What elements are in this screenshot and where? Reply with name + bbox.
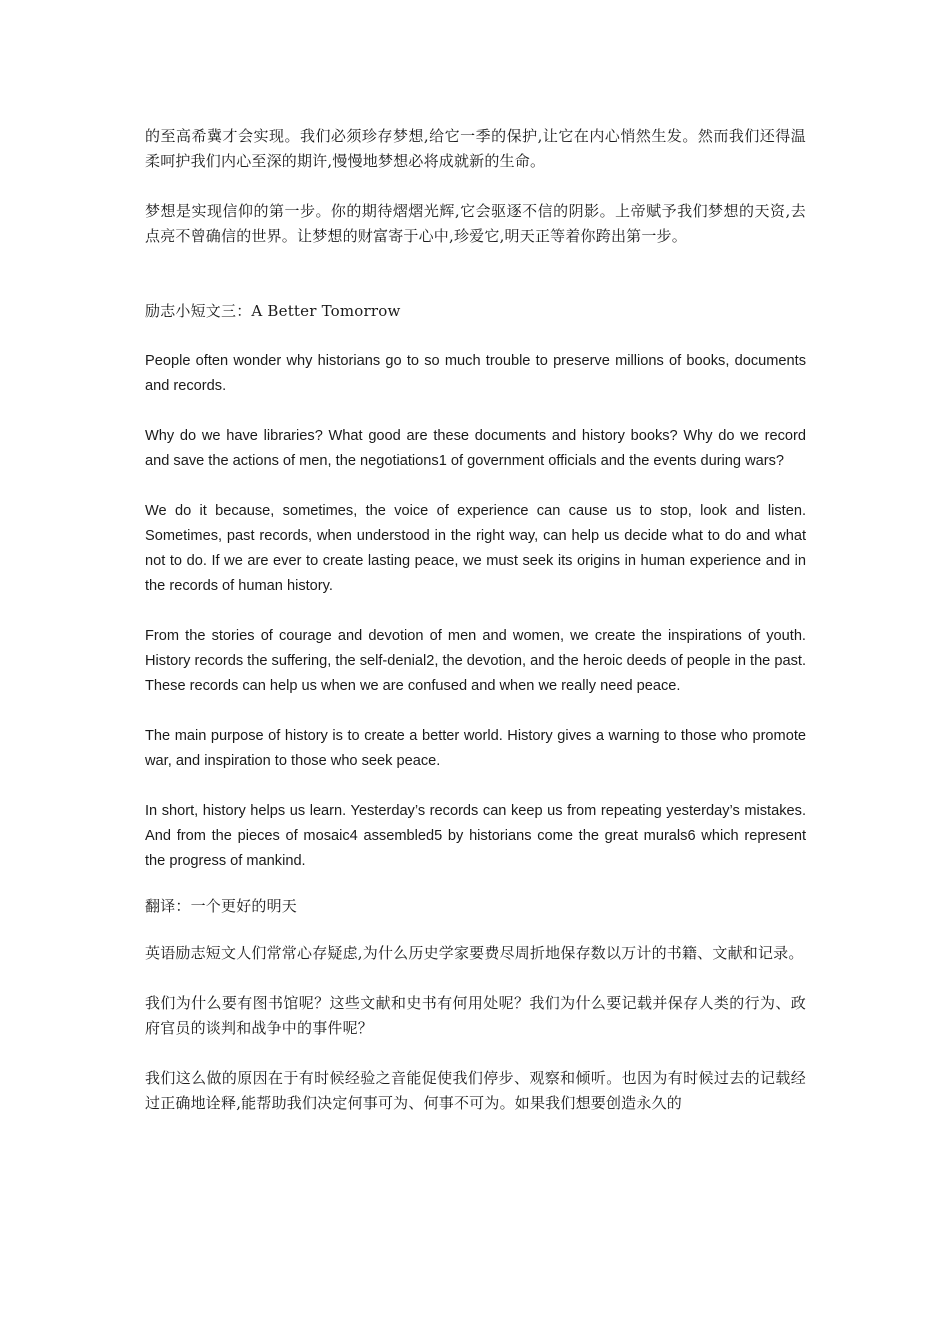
paragraph-historians-preserve: People often wonder why historians go to so much trouble to preserve millions of books, documents and records. — [145, 353, 806, 394]
translation-heading: 翻译：一个更好的明天 — [145, 897, 298, 915]
paragraph-translation-doubt: 英语励志短文人们常常心存疑虑,为什么历史学家要费尽周折地保存数以万计的书籍、文献和记录。 — [145, 944, 804, 962]
paragraph-why-libraries: Why do we have libraries? What good are these documents and history books? Why do we record and save the actions of men, the negotiations1 of government officials and the events during wars? — [145, 428, 806, 469]
paragraph-voice-of-experience: We do it because, sometimes, the voice of experience can cause us to stop, look and listen. Sometimes, past records, when understood in the right way, can help us decide what to do and what not to do. If we are ever to create lasting peace, we must seek its origins in human experience and in the records of human history. — [145, 503, 806, 594]
paragraph-main-purpose: The main purpose of history is to create a better world. History gives a warning to those who promote war, and inspiration to those who seek peace. — [145, 728, 806, 769]
paragraph-translation-experience: 我们这么做的原因在于有时候经验之音能促使我们停步、观察和倾听。也因为有时候过去的记载经过正确地诠释,能帮助我们决定何事可为、何事不可为。如果我们想要创造永久的 — [145, 1069, 806, 1112]
section-heading-better-tomorrow: 励志小短文三：A Better Tomorrow — [145, 302, 401, 320]
paragraph-dream-first-step: 梦想是实现信仰的第一步。你的期待熠熠光辉,它会驱逐不信的阴影。上帝赋予我们梦想的天资,去点亮不曾确信的世界。让梦想的财富寄于心中,珍爱它,明天正等着你跨出第一步。 — [145, 202, 806, 245]
paragraph-in-short: In short, history helps us learn. Yesterday’s records can keep us from repeating yesterday’s mistakes. And from the pieces of mosaic4 assembled5 by historians come the great murals6 which represent the progress of mankind. — [145, 803, 806, 869]
paragraph-translation-libraries: 我们为什么要有图书馆呢？这些文献和史书有何用处呢？我们为什么要记载并保存人类的行为、政府官员的谈判和战争中的事件呢？ — [145, 994, 806, 1037]
paragraph-courage-devotion: From the stories of courage and devotion of men and women, we create the inspirations of youth. History records the suffering, the self-denial2, the devotion, and the heroic deeds of people in the past. These records can help us when we are confused and when we really need peace. — [145, 628, 806, 694]
document-body — [145, 124, 806, 1141]
paragraph-dream-protection: 的至高希冀才会实现。我们必须珍存梦想,给它一季的保护,让它在内心悄然生发。然而我们还得温柔呵护我们内心至深的期许,慢慢地梦想必将成就新的生命。 — [145, 127, 806, 170]
